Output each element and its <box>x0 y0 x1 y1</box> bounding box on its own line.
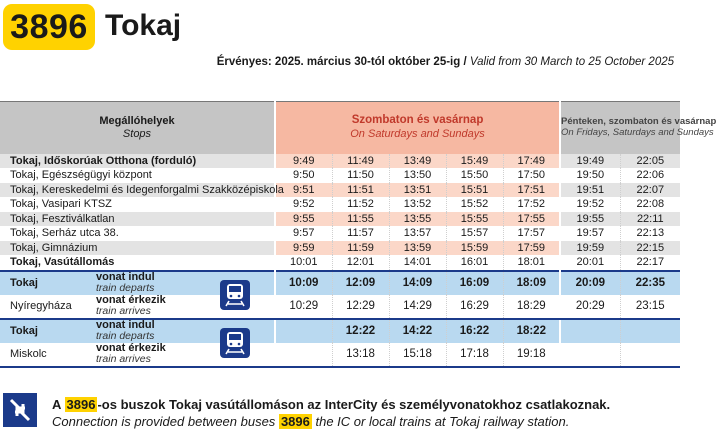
train-depart-label <box>88 320 155 342</box>
train-origin: Tokaj <box>10 324 38 337</box>
depart-time: 20:09 <box>560 271 620 295</box>
stop-name: Tokaj, Fesztiválkatlan <box>0 212 275 227</box>
departure-time: 15:50 <box>446 168 503 183</box>
stop-row <box>0 226 680 241</box>
arrive-en: train arrives <box>96 305 151 317</box>
arrive-time: 13:18 <box>332 343 389 367</box>
stop-row <box>0 212 680 227</box>
validity-en: Valid from 30 March to 25 October 2025 <box>469 56 674 68</box>
stops-header-hu: Megállóhelyek <box>99 115 175 128</box>
departure-time: 13:50 <box>389 168 446 183</box>
stop-name: Tokaj, Serház utca 38. <box>10 227 119 239</box>
departure-time: 11:49 <box>332 154 389 169</box>
train-icon <box>220 280 250 310</box>
departure-time: 19:49 <box>560 154 620 169</box>
departure-time: 15:55 <box>446 212 503 227</box>
departure-time: 11:57 <box>332 226 389 241</box>
departure-time: 9:51 <box>275 183 332 198</box>
depart-time: 12:09 <box>332 271 389 295</box>
connection-icon <box>3 393 37 427</box>
train-depart-cell <box>0 271 275 295</box>
departure-time: 10:01 <box>275 255 332 271</box>
validity-period <box>217 56 674 68</box>
departure-time: 19:52 <box>560 197 620 212</box>
depart-time: 18:22 <box>503 319 560 343</box>
stop-name: Tokaj, Időskorúak Otthona (forduló) <box>0 154 275 169</box>
timetable <box>0 101 716 368</box>
fri-weekend-column-header <box>560 102 716 154</box>
departure-time: 15:51 <box>446 183 503 198</box>
departure-time: 9:55 <box>275 212 332 227</box>
depart-time: 10:09 <box>275 271 332 295</box>
departure-time: 18:01 <box>503 255 560 271</box>
departure-time: 9:50 <box>275 168 332 183</box>
train-depart-row-miskolc <box>0 319 680 343</box>
arrive-time: 10:29 <box>275 295 332 319</box>
departure-time: 17:55 <box>503 212 560 227</box>
departure-time: 15:57 <box>446 226 503 241</box>
train-arrive-row-miskolc <box>0 343 680 367</box>
arrive-time: 20:29 <box>560 295 620 319</box>
stops-column-header <box>0 102 275 154</box>
departure-time: 13:52 <box>389 197 446 212</box>
departure-time: 12:01 <box>332 255 389 271</box>
note-hu-pre: A <box>52 397 61 412</box>
departure-time: 16:01 <box>446 255 503 271</box>
departure-time: 9:49 <box>275 154 332 169</box>
departure-time: 11:50 <box>332 168 389 183</box>
connection-note-en <box>52 414 569 429</box>
train-origin: Tokaj <box>10 276 38 289</box>
departure-time: 13:59 <box>389 241 446 256</box>
departure-time: 15:52 <box>446 197 503 212</box>
depart-time <box>620 319 680 343</box>
fri-header-hu: Pénteken, szombaton és vasárnap <box>561 115 716 127</box>
departure-time: 22:07 <box>620 183 680 198</box>
stop-row <box>0 197 680 212</box>
departure-time: 22:13 <box>620 226 680 241</box>
arrive-time: 18:29 <box>503 295 560 319</box>
departure-time: 17:49 <box>503 154 560 169</box>
stop-name: Tokaj, Gimnázium <box>0 241 275 256</box>
departure-time: 22:15 <box>620 241 680 256</box>
stop-name: Tokaj, Vasútállomás <box>10 256 115 268</box>
depart-time: 22:35 <box>620 271 680 295</box>
departure-time: 19:57 <box>560 226 620 241</box>
train-depart-label <box>88 272 155 294</box>
departure-time: 13:57 <box>389 226 446 241</box>
departure-time: 13:55 <box>389 212 446 227</box>
train-destination: Nyíregyháza <box>10 299 72 312</box>
train-arrive-row-nyiregyhaza <box>0 295 680 319</box>
depart-en: train departs <box>96 282 155 294</box>
stop-name: Tokaj, Egészségügyi központ <box>10 169 152 181</box>
departure-time: 17:57 <box>503 226 560 241</box>
departure-time: 9:52 <box>275 197 332 212</box>
departure-time: 19:55 <box>560 212 620 227</box>
departure-time: 11:59 <box>332 241 389 256</box>
departure-time: 22:17 <box>620 255 680 271</box>
departure-time: 9:59 <box>275 241 332 256</box>
route-title: Tokaj <box>105 9 182 42</box>
depart-time: 16:22 <box>446 319 503 343</box>
departure-time: 11:51 <box>332 183 389 198</box>
stops-header-en: Stops <box>122 127 152 140</box>
note-en-post: the IC or local trains at Tokaj railway station. <box>315 414 570 429</box>
departure-time: 19:59 <box>560 241 620 256</box>
depart-time <box>275 319 332 343</box>
departure-time: 17:52 <box>503 197 560 212</box>
departure-time: 13:51 <box>389 183 446 198</box>
note-en-route: 3896 <box>280 414 310 429</box>
departure-time: 13:49 <box>389 154 446 169</box>
arrive-time: 15:18 <box>389 343 446 367</box>
depart-time <box>560 319 620 343</box>
train-arrive-label <box>88 295 166 317</box>
departure-time: 11:52 <box>332 197 389 212</box>
validity-hu: Érvényes: 2025. március 30-tól október 25-ig / <box>216 56 467 68</box>
depart-time: 14:22 <box>389 319 446 343</box>
route-number-badge: 3896 <box>3 4 95 50</box>
departure-time: 11:55 <box>332 212 389 227</box>
stop-row <box>0 241 680 256</box>
depart-time: 18:09 <box>503 271 560 295</box>
arrive-time: 12:29 <box>332 295 389 319</box>
depart-time: 16:09 <box>446 271 503 295</box>
connection-note-hu <box>52 397 610 412</box>
weekend-header-hu: Szombaton és vasárnap <box>351 113 484 126</box>
departure-time: 19:51 <box>560 183 620 198</box>
arrive-time <box>620 343 680 367</box>
arrive-time: 23:15 <box>620 295 680 319</box>
depart-hu: vonat indul <box>96 319 155 331</box>
train-depart-cell <box>0 319 275 343</box>
arrive-time <box>275 343 332 367</box>
arrive-time: 17:18 <box>446 343 503 367</box>
weekend-header-en: On Saturdays and Sundays <box>350 127 485 140</box>
departure-time: 15:59 <box>446 241 503 256</box>
arrive-time: 16:29 <box>446 295 503 319</box>
departure-time: 19:50 <box>560 168 620 183</box>
stop-row <box>0 168 680 183</box>
depart-hu: vonat indul <box>96 271 155 283</box>
departure-time: 22:06 <box>620 168 680 183</box>
departure-time: 14:01 <box>389 255 446 271</box>
stop-row <box>0 154 680 169</box>
arrive-time <box>560 343 620 367</box>
fri-header-en: On Fridays, Saturdays and Sundays <box>561 126 714 138</box>
note-en-pre: Connection is provided between buses <box>52 414 276 429</box>
departure-time: 20:01 <box>560 255 620 271</box>
departure-time: 17:59 <box>503 241 560 256</box>
train-arrive-label <box>88 343 166 365</box>
depart-time: 12:22 <box>332 319 389 343</box>
depart-time: 14:09 <box>389 271 446 295</box>
departure-time: 22:11 <box>620 212 680 227</box>
stop-row <box>0 183 680 198</box>
departure-time: 17:50 <box>503 168 560 183</box>
departure-time: 22:08 <box>620 197 680 212</box>
arrive-hu: vonat érkezik <box>96 342 166 354</box>
arrive-time: 14:29 <box>389 295 446 319</box>
train-destination: Miskolc <box>10 347 47 360</box>
departure-time: 15:49 <box>446 154 503 169</box>
note-hu-post: -os buszok Tokaj vasútállomáson az InterCity és személyvonatokhoz csatlakoznak. <box>97 397 611 412</box>
stop-name: Tokaj, Kereskedelmi és Idegenforgalmi Szakközépiskola <box>0 183 275 198</box>
weekend-column-header <box>275 102 560 154</box>
departure-time: 9:57 <box>275 226 332 241</box>
train-depart-row-nyiregyhaza <box>0 271 680 295</box>
arrive-en: train arrives <box>96 353 151 365</box>
departure-time: 17:51 <box>503 183 560 198</box>
arrive-hu: vonat érkezik <box>96 294 166 306</box>
depart-en: train departs <box>96 330 155 342</box>
stop-row <box>0 255 680 271</box>
stop-name: Tokaj, Vasipari KTSZ <box>10 198 112 210</box>
train-icon <box>220 328 250 358</box>
note-hu-route: 3896 <box>66 397 96 412</box>
departure-time: 22:05 <box>620 154 680 169</box>
arrive-time: 19:18 <box>503 343 560 367</box>
